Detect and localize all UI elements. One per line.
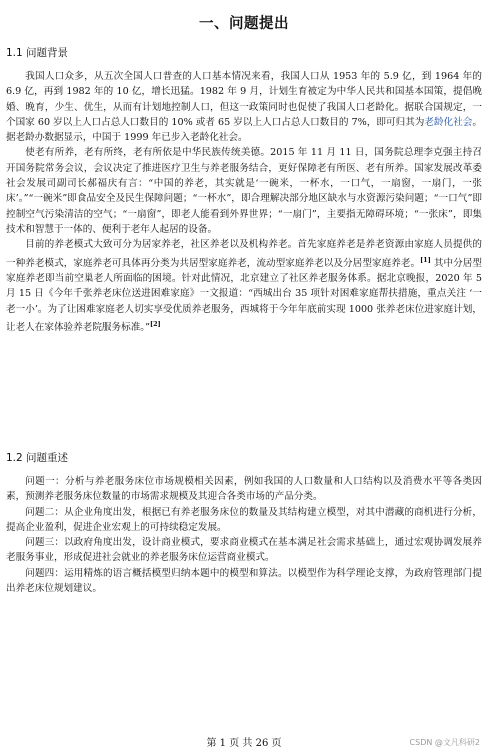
paragraph-population-text: 我国人口众多，从五次全国人口普查的人口基本情况来看，我国人口从 1953 年的 5.9 亿，到 1964 年的 6.9 亿，再到 1982 年的 10 亿，增长迅猛。1982 年 9 月，计划生育被定为中华人民共和国基本国策，提倡晚婚、晚育，少生、优生，从而有计划地控制人口，但这一政策同时也促使了我国人口老龄化。据联合国规定，一个国家 60 岁以上人口占总人口数目的 10% 或者 65 岁以上人口占总人口数目的 7%，即可归其为 <box>6 71 482 128</box>
chapter-title: 一、问题提出 <box>199 16 289 32</box>
paragraph-care-models-text-1: 目前的养老模式大致可分为居家养老，社区养老以及机构养老。首先家庭养老是养老资源由家庭人员提供的一种养老模式，家庭养老可具体再分类为共居型家庭养老，流动型家庭养老以及分居型家庭养老。 <box>6 239 482 269</box>
question-three: 问题三：以政府角度出发，设计商业模式，要求商业模式在基本满足社会需求基础上，通过宏观协调发展养老服务事业，形成促进社会就业的养老服务床位运营商业模式。 <box>6 537 482 564</box>
paragraph-population <box>6 69 482 145</box>
question-four: 问题四：运用精炼的语言概括模型归纳本题中的模型和算法。以模型作为科学理论支撑，为政府管理部门提出养老床位规划建议。 <box>6 567 482 595</box>
paragraph-care-models-text-2: 其中分居型家庭养老即当前空巢老人所面临的困境。针对此情况，北京建立了社区养老服务体系。据北京晚报，2020 年 5 月 15 日《今年千张养老床位送进困难家庭》一文报道：“西城出台 35 项针对困难家庭帮扶措施，重点关注 ‘一老一小’。为了让困难家庭老人切实享受优质养老服务，西城将于今年年底前实现 1000 张养老床位进家庭计划，让老人在家体验养老院服务标准。” <box>6 257 482 334</box>
reference-marker-1[interactable]: [1] <box>420 255 431 264</box>
question-two: 问题二：从企业角度出发，根据已有养老服务床位的数量及其结构建立模型，对其中潜藏的商机进行分析，提高企业盈利，促进企业宏观上的可持续稳定发展。 <box>6 506 482 533</box>
aging-society-link[interactable]: 老龄化社会 <box>424 116 473 128</box>
paragraph-care-models <box>6 237 482 335</box>
reference-marker-2[interactable]: [2] <box>150 319 161 328</box>
csdn-watermark: CSDN @文凡科研2 <box>409 738 480 747</box>
section-background-body <box>6 69 482 335</box>
page-number-footer: 第 1 页 共 26 页 <box>206 738 282 749</box>
question-one: 问题一：分析与养老服务床位市场规模相关因素，例如我国的人口数量和人口结构以及消费水平等各类因素，预测养老服务床位数量的市场需求规模及其迎合各类市场的产品分类。 <box>6 476 482 503</box>
section-title-restatement: 1.2 问题重述 <box>6 452 69 464</box>
section-restatement-body <box>6 474 482 596</box>
paragraph-elderly-care-policy: 使老有所养，老有所终，老有所依是中华民族传统美德。2015 年 11 月 11 日，国务院总理李克强主持召开国务院常务会议，会议决定了推进医疗卫生与养老服务结合，更好保障老有所医、老有所养。国家发展改革委社会发展司副司长郝福庆有言：“中国的养老，其实就是‘一碗米，一杯水，一口气，一扇窗，一扇门，一张床’。”“一碗米”即食品安全及民生保障问题；“一杯水”，即合理解决部分地区缺水与水资源污染问题；“一口气”即控制空气污染清洁的空气；“一扇窗”，即老人能看到外界世界；“一扇门”，主要指无障碍环境；“一张床”，即集技术和智慧于一体的、便利于老年人起居的设备。 <box>6 147 482 235</box>
section-title-background: 1.1 问题背景 <box>6 47 69 59</box>
paragraph-population-tail: 。据老龄办数据显示，中国于 1999 年已步入老龄化社会。 <box>6 116 483 144</box>
